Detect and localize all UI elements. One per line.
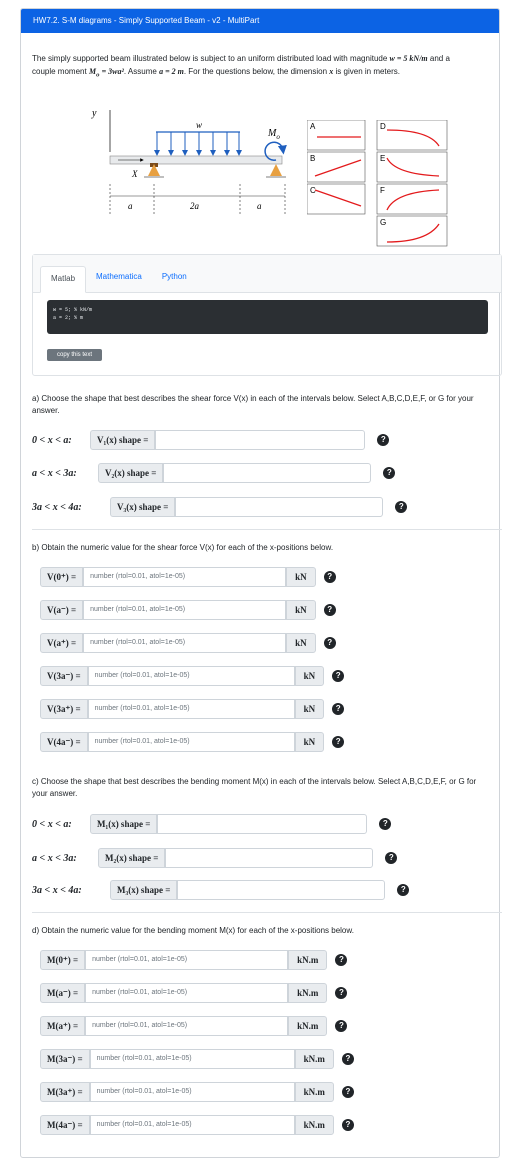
dim-a-1: a xyxy=(128,201,133,211)
part_c-row-1 xyxy=(32,814,391,834)
part_d-help-icon-6[interactable]: ? xyxy=(342,1119,354,1131)
code-tabs-panel xyxy=(32,254,502,376)
part_b-input-group-3 xyxy=(40,633,316,653)
part_d-value-label-5: M(3a⁺) = xyxy=(40,1082,90,1102)
dim-a-2: a xyxy=(257,201,262,211)
part_c-range-1: 0 < x < a: xyxy=(32,818,72,830)
part_d-row-5 xyxy=(40,1082,354,1102)
part_d-row-4 xyxy=(40,1049,354,1069)
part_d-input-group-3 xyxy=(40,1016,327,1036)
part_a-help-icon-1[interactable]: ? xyxy=(377,434,389,446)
part_b-value-input-3[interactable]: number (rtol=0.01, atol=1e-05) xyxy=(83,633,286,653)
part_d-input-group-1 xyxy=(40,950,327,970)
part_b-help-icon-6[interactable]: ? xyxy=(332,736,344,748)
part_c-help-icon-3[interactable]: ? xyxy=(397,884,409,896)
part_a-input-group-3 xyxy=(110,497,383,517)
part_b-value-label-2: V(a⁻) = xyxy=(40,600,83,620)
intro-text-4: . For the questions below, the dimension xyxy=(183,67,328,76)
part_d-row-2 xyxy=(40,983,347,1003)
part_d-help-icon-4[interactable]: ? xyxy=(342,1053,354,1065)
part_d-row-3 xyxy=(40,1016,347,1036)
part_c-row-2 xyxy=(32,848,397,868)
part_b-unit-6: kN xyxy=(295,732,325,752)
shape-options-legend xyxy=(307,120,449,248)
part_d-value-input-4[interactable]: number (rtol=0.01, atol=1e-05) xyxy=(90,1049,295,1069)
part_b-value-input-1[interactable]: number (rtol=0.01, atol=1e-05) xyxy=(83,567,286,587)
part_b-unit-5: kN xyxy=(295,699,325,719)
load-magnitude: w = 5 kN/m xyxy=(389,54,428,63)
shape-F xyxy=(377,184,447,214)
code-block xyxy=(47,300,488,334)
part_b-unit-1: kN xyxy=(286,567,316,587)
part_b-value-input-5[interactable]: number (rtol=0.01, atol=1e-05) xyxy=(88,699,295,719)
part_a-input-group-2 xyxy=(98,463,371,483)
part_d-value-label-6: M(4a⁻) = xyxy=(40,1115,90,1135)
shape-G xyxy=(377,216,447,246)
problem-statement xyxy=(32,52,472,82)
intro-text-2: and a couple moment xyxy=(32,54,450,76)
part_b-input-group-4 xyxy=(40,666,324,686)
part_c-help-icon-1[interactable]: ? xyxy=(379,818,391,830)
part_b-value-input-2[interactable]: number (rtol=0.01, atol=1e-05) xyxy=(83,600,286,620)
part_d-unit-1: kN.m xyxy=(288,950,327,970)
part_d-input-group-6 xyxy=(40,1115,334,1135)
part_b-input-group-2 xyxy=(40,600,316,620)
part_a-shape-input-1[interactable] xyxy=(155,430,365,450)
part_d-help-icon-3[interactable]: ? xyxy=(335,1020,347,1032)
part_d-unit-6: kN.m xyxy=(295,1115,334,1135)
part_a-input-group-1 xyxy=(90,430,365,450)
part_d-value-label-1: M(0⁺) = xyxy=(40,950,85,970)
part_c-range-3: 3a < x < 4a: xyxy=(32,884,82,896)
svg-text:G: G xyxy=(380,218,387,227)
moment-value: = 3wa² xyxy=(101,67,124,76)
svg-text:B: B xyxy=(310,154,316,163)
part_d-value-input-2[interactable]: number (rtol=0.01, atol=1e-05) xyxy=(85,983,288,1003)
load-label: w xyxy=(196,120,203,130)
part_d-unit-4: kN.m xyxy=(295,1049,334,1069)
copy-text-button[interactable]: copy this text xyxy=(47,349,102,361)
part_a-help-icon-3[interactable]: ? xyxy=(395,501,407,513)
part_b-unit-3: kN xyxy=(286,633,316,653)
part_c-range-2: a < x < 3a: xyxy=(32,852,77,864)
shape-A xyxy=(307,120,365,150)
part_c-input-group-3 xyxy=(110,880,385,900)
part_c-help-icon-2[interactable]: ? xyxy=(385,852,397,864)
x-axis-label: X xyxy=(132,169,138,179)
part_a-range-1: 0 < x < a: xyxy=(32,434,72,446)
part_d-value-input-1[interactable]: number (rtol=0.01, atol=1e-05) xyxy=(85,950,288,970)
divider-a-b xyxy=(32,529,502,530)
part_d-value-input-5[interactable]: number (rtol=0.01, atol=1e-05) xyxy=(90,1082,295,1102)
part_a-shape-label-2: V₂(x) shape = xyxy=(98,463,163,483)
x-variable: x xyxy=(329,67,334,76)
part_d-value-label-4: M(3a⁻) = xyxy=(40,1049,90,1069)
length-a: a = 2 m xyxy=(159,67,184,76)
part_a-shape-input-3[interactable] xyxy=(175,497,383,517)
part_b-value-label-1: V(0⁺) = xyxy=(40,567,83,587)
part_d-value-input-3[interactable]: number (rtol=0.01, atol=1e-05) xyxy=(85,1016,288,1036)
part_b-row-4 xyxy=(40,666,344,686)
part_d-row-1 xyxy=(40,950,347,970)
part_b-unit-2: kN xyxy=(286,600,316,620)
part_b-value-input-6[interactable]: number (rtol=0.01, atol=1e-05) xyxy=(88,732,295,752)
part_d-input-group-4 xyxy=(40,1049,334,1069)
distributed-load-icon xyxy=(156,132,240,153)
part_b-help-icon-3[interactable]: ? xyxy=(324,637,336,649)
part_b-input-group-1 xyxy=(40,567,316,587)
part_c-shape-label-3: M₃(x) shape = xyxy=(110,880,177,900)
part-c-prompt: c) Choose the shape that best describes the bending moment M(x) in each of the intervals below. Select A,B,C,D,E,F, or G for your answer. xyxy=(32,777,477,798)
svg-text:A: A xyxy=(310,122,316,131)
part_a-shape-label-1: V₁(x) shape = xyxy=(90,430,155,450)
part_a-shape-label-3: V₃(x) shape = xyxy=(110,497,175,517)
part_a-shape-input-2[interactable] xyxy=(163,463,371,483)
intro-text-5: is given in meters. xyxy=(335,67,400,76)
part_a-row-1 xyxy=(32,430,389,450)
part_c-input-group-1 xyxy=(90,814,367,834)
part_b-value-label-6: V(4a⁻) = xyxy=(40,732,88,752)
y-axis-label: y xyxy=(92,108,97,119)
part_c-input-group-2 xyxy=(98,848,373,868)
part_b-row-2 xyxy=(40,600,336,620)
part_d-help-icon-1[interactable]: ? xyxy=(335,954,347,966)
part_b-value-label-4: V(3a⁻) = xyxy=(40,666,88,686)
part_b-row-6 xyxy=(40,732,344,752)
svg-text:F: F xyxy=(380,186,385,195)
part_d-input-group-2 xyxy=(40,983,327,1003)
part_d-unit-5: kN.m xyxy=(295,1082,334,1102)
roller-support-icon xyxy=(266,164,286,177)
part_b-row-3 xyxy=(40,633,336,653)
svg-text:E: E xyxy=(380,154,386,163)
part_a-row-3 xyxy=(32,497,407,517)
shape-E xyxy=(377,152,447,182)
code-tab-bar xyxy=(33,255,501,293)
moment-label: $M_o$ xyxy=(268,128,280,141)
part_c-shape-input-1[interactable] xyxy=(157,814,367,834)
code-line-1: w = 5; % kN/m xyxy=(53,307,93,313)
part_b-value-label-3: V(a⁺) = xyxy=(40,633,83,653)
part_b-help-icon-4[interactable]: ? xyxy=(332,670,344,682)
part_d-help-icon-2[interactable]: ? xyxy=(335,987,347,999)
intro-text-3: . Assume xyxy=(123,67,157,76)
part-b-prompt: b) Obtain the numeric value for the shear force V(x) for each of the x-positions below. xyxy=(32,543,334,552)
svg-text:D: D xyxy=(380,122,386,131)
part_d-row-6 xyxy=(40,1115,354,1135)
part_d-value-input-6[interactable]: number (rtol=0.01, atol=1e-05) xyxy=(90,1115,295,1135)
part_a-range-3: 3a < x < 4a: xyxy=(32,501,82,513)
part_b-row-1 xyxy=(40,567,336,587)
part_a-help-icon-2[interactable]: ? xyxy=(383,467,395,479)
pin-support-icon xyxy=(144,163,164,177)
part_b-value-label-5: V(3a⁺) = xyxy=(40,699,88,719)
question-title: HW7.2. S-M diagrams - Simply Supported Beam - v2 - MultiPart xyxy=(21,9,499,33)
part_d-value-label-2: M(a⁻) = xyxy=(40,983,85,1003)
part_c-shape-label-2: M₂(x) shape = xyxy=(98,848,165,868)
part_a-range-2: a < x < 3a: xyxy=(32,467,77,479)
intro-text-1: The simply supported beam illustrated below is subject to an uniform distributed load with magnitude xyxy=(32,54,388,63)
dim-2a: 2a xyxy=(190,201,199,211)
part_b-row-5 xyxy=(40,699,344,719)
divider-c-d xyxy=(32,912,502,913)
shape-B xyxy=(307,152,365,182)
part_d-value-label-3: M(a⁺) = xyxy=(40,1016,85,1036)
code-line-2: a = 2; % m xyxy=(53,315,84,321)
part_d-unit-2: kN.m xyxy=(288,983,327,1003)
moment-symbol: $M_o$ xyxy=(88,67,100,79)
part_b-help-icon-5[interactable]: ? xyxy=(332,703,344,715)
part_a-row-2 xyxy=(32,463,395,483)
beam-diagram xyxy=(80,104,290,222)
part_d-unit-3: kN.m xyxy=(288,1016,327,1036)
tab-python[interactable]: Python xyxy=(161,272,187,281)
part_c-shape-input-2[interactable] xyxy=(165,848,373,868)
shape-C xyxy=(307,184,365,214)
part_d-input-group-5 xyxy=(40,1082,334,1102)
part_d-help-icon-5[interactable]: ? xyxy=(342,1086,354,1098)
part_c-shape-input-3[interactable] xyxy=(177,880,385,900)
part_b-unit-4: kN xyxy=(295,666,325,686)
shape-D xyxy=(377,120,447,150)
part_b-value-input-4[interactable]: number (rtol=0.01, atol=1e-05) xyxy=(88,666,295,686)
tab-matlab[interactable]: Matlab xyxy=(40,266,86,293)
part_b-input-group-5 xyxy=(40,699,324,719)
part-a-prompt: a) Choose the shape that best describes the shear force V(x) in each of the intervals below. Select A,B,C,D,E,F, or G for your answer. xyxy=(32,394,474,415)
part_c-shape-label-1: M₁(x) shape = xyxy=(90,814,157,834)
svg-text:C: C xyxy=(310,186,316,195)
tab-mathematica[interactable]: Mathematica xyxy=(96,272,142,281)
part_b-help-icon-1[interactable]: ? xyxy=(324,571,336,583)
part_b-input-group-6 xyxy=(40,732,324,752)
part_c-row-3 xyxy=(32,880,409,900)
part-d-prompt: d) Obtain the numeric value for the bending moment M(x) for each of the x-positions below. xyxy=(32,926,354,935)
part_b-help-icon-2[interactable]: ? xyxy=(324,604,336,616)
